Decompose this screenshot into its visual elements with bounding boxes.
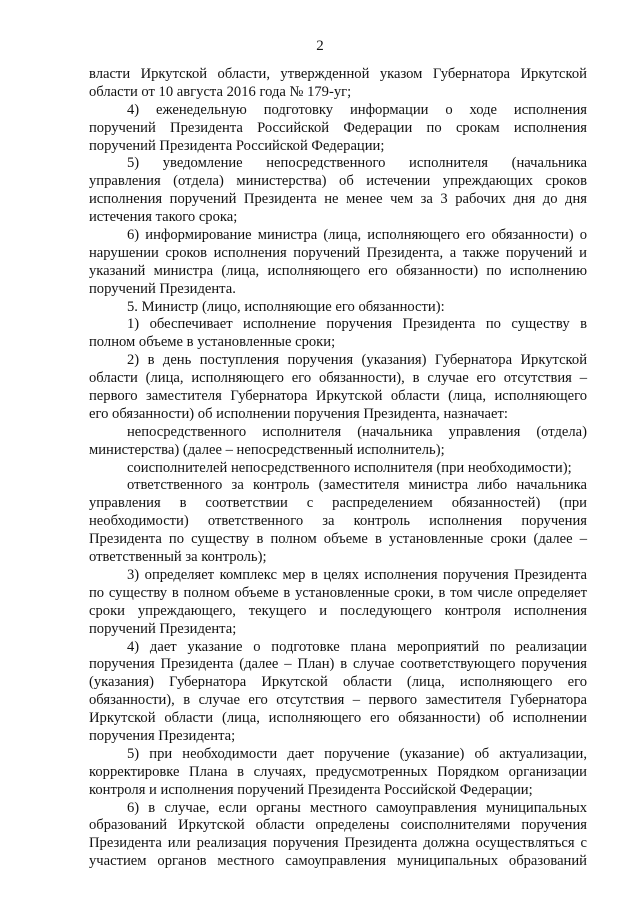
document-body xyxy=(89,66,587,871)
text-line: управления в соответствии с распределением обязанностей) (при xyxy=(89,495,587,512)
text-line: Президента по существу в полном объеме в установленные сроки (далее – xyxy=(89,531,587,548)
text-line: поручения Президента; xyxy=(89,727,236,744)
text-line: соисполнителей непосредственного исполнителя (при необходимости); xyxy=(127,459,572,476)
text-line: поручений Президента Российской Федерации по срокам исполнения xyxy=(89,119,587,136)
text-line: поручения Президента (далее – План) в случае соответствующего поручения xyxy=(89,656,587,673)
text-line: поручений Президента Российской Федерации; xyxy=(89,137,385,154)
text-line: контроля и исполнения поручений Президента Российской Федерации; xyxy=(89,781,533,798)
text-line: 3) определяет комплекс мер в целях исполнения поручения Президента xyxy=(127,566,587,583)
text-line: участием органов местного самоуправления муниципальных образований xyxy=(89,853,587,870)
text-line: необходимости) ответственного за контроль исполнения поручения xyxy=(89,513,587,530)
text-line: полном объеме в установленные сроки; xyxy=(89,334,336,351)
text-line: нарушении сроков исполнения поручений Президента, а также поручений и xyxy=(89,244,587,261)
text-line: обязанности), в случае его отсутствия – первого заместителя Губернатора xyxy=(89,692,587,709)
text-line: ответственного за контроль (заместителя министра либо начальника xyxy=(127,477,587,494)
text-line: 4) еженедельную подготовку информации о ходе исполнения xyxy=(127,101,587,118)
text-line: первого заместителя Губернатора Иркутской области (лица, исполняющего xyxy=(89,388,587,405)
text-line: непосредственного исполнителя (начальника управления (отдела) xyxy=(127,423,587,440)
text-line: его обязанности) об исполнении поручения Президента, назначает: xyxy=(89,405,508,422)
text-line: 4) дает указание о подготовке плана мероприятий по реализации xyxy=(127,638,587,655)
text-line: власти Иркутской области, утвержденной указом Губернатора Иркутской xyxy=(89,66,587,82)
text-line: поручений Президента; xyxy=(89,620,237,637)
text-line: области от 10 августа 2016 года № 179-уг; xyxy=(89,83,352,100)
text-line: по существу в полном объеме в установленные сроки, в том числе определяет xyxy=(89,584,587,601)
page-number: 2 xyxy=(316,38,324,54)
text-line: (указания) Губернатора Иркутской области (лица, исполняющего его xyxy=(89,674,587,691)
text-line: Иркутской области (лица, исполняющего его обязанности) об исполнении xyxy=(89,710,587,727)
text-line: корректировке Плана в случаях, предусмотренных Порядком организации xyxy=(89,763,587,780)
text-line: истечения такого срока; xyxy=(89,209,238,226)
text-line: министерства) (далее – непосредственный исполнитель); xyxy=(89,441,445,458)
text-line: ответственный за контроль); xyxy=(89,549,267,566)
text-line: поручений Президента. xyxy=(89,280,236,297)
text-line: 6) информирование министра (лица, исполняющего его обязанности) о xyxy=(127,227,587,244)
text-line: управления (отдела) министерства) об истечении упреждающих сроков xyxy=(89,173,587,190)
text-line: образований Иркутской области определены соисполнителями поручения xyxy=(89,817,587,834)
text-line: сроки упреждающего, текущего и последующего контроля исполнения xyxy=(89,602,587,619)
text-line: 5. Министр (лицо, исполняющие его обязанности): xyxy=(127,298,445,315)
text-line: области (лица, исполняющего его обязанности), в случае его отсутствия – xyxy=(89,370,587,387)
text-line: исполнения поручений Президента не менее чем за 3 рабочих дня до дня xyxy=(89,191,587,208)
text-line: 1) обеспечивает исполнение поручения Президента по существу в xyxy=(127,316,587,333)
text-line: 6) в случае, если органы местного самоуправления муниципальных xyxy=(127,799,587,816)
text-line: указаний министра (лица, исполняющего его обязанности) по исполнению xyxy=(89,262,587,279)
text-line: 5) уведомление непосредственного исполнителя (начальника xyxy=(127,155,587,172)
text-line: Президента или реализация поручения Президента должна осуществляться с xyxy=(89,835,587,852)
text-line: 2) в день поступления поручения (указания) Губернатора Иркутской xyxy=(127,352,587,369)
text-line: 5) при необходимости дает поручение (указание) об актуализации, xyxy=(127,745,587,762)
